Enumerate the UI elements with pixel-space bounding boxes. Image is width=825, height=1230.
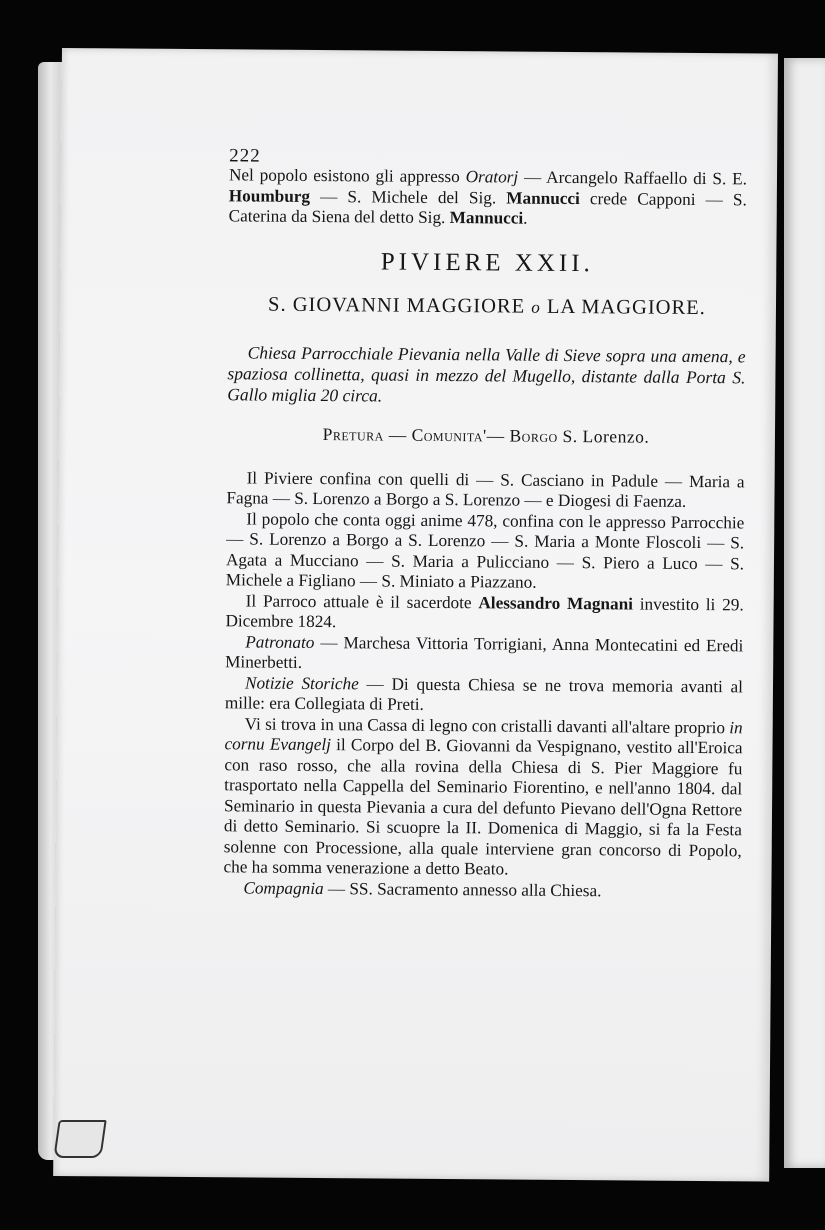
historical-notes-paragraph: Notizie Storiche — Di questa Chiesa se ne trova memoria avanti al mille: era Collegiata di Preti. (224, 672, 744, 714)
oratories-paragraph: Nel popolo esistono gli appresso Oratorj — Arcangelo Raffaello di S. E. Houmburg — S. Michele del Sig. Mannucci crede Capponi — S. Caterina da Siena del detto Sig. Mannucci. (228, 165, 748, 228)
relic-paragraph: Vi si trova in una Cassa di legno con cristalli davanti all'altare proprio in cornu Evangelj il Corpo del B. Giovanni da Vespignano, vestito all'Eroica con raso rosso, che alla rovina della Chiesa di S. Pier Maggiore fu trasportato nella Cappella del Seminario Fiorentino, e nell'anno 1804. dal Seminario in questa Pievania a cura del defunto Pievano dell'Ogna Rettore di detto Seminario. Si scuopre la II. Domenica di Maggio, si fa la Festa solenne con Processione, alla quale interviene gran concorso di Popolo, che ha somma venerazione a detto Beato. (223, 713, 743, 879)
patronage-paragraph: Patronato — Marchesa Vittoria Torrigiani, Anna Montecatini ed Eredi Minerbetti. (225, 631, 744, 672)
page-corner-tab (53, 1120, 106, 1158)
page-text (223, 145, 747, 902)
piviere-title: PIVIERE XXII. (380, 248, 594, 277)
population-paragraph: Il popolo che conta oggi anime 478, confina con le appresso Parrocchie — S. Lorenzo a Borgo a S. Lorenzo — S. Maria a Monte Floscoli — S. Agata a Mucciano — S. Maria a Pulicciano — S. Piero a Luco — S. Michele a Figliano — S. Miniato a Piazzano. (225, 508, 745, 592)
facing-page-edge (784, 58, 825, 1168)
parish-priest-paragraph: Il Parroco attuale è il sacerdote Alessandro Magnani investito li 29. Dicembre 1824. (225, 590, 744, 632)
borders-paragraph: Il Piviere confina con quelli di — S. Casciano in Padule — Maria a Fagna — S. Lorenzo a Borgo a S. Lorenzo — e Diogesi di Faenza. (226, 467, 745, 511)
confraternity-paragraph: Compagnia — SS. Sacramento annesso alla Chiesa. (243, 877, 602, 900)
church-description: Chiesa Parrocchiale Pievania nella Valle di Sieve sopra una amena, e spaziosa collinetta, quasi in mezzo del Mugello, distante dalla Porta S. Gallo miglia 20 circa. (227, 341, 746, 406)
page-number: 222 (229, 145, 261, 167)
parish-title: S. GIOVANNI MAGGIORE o LA MAGGIORE. (268, 293, 706, 319)
book-page (53, 48, 778, 1182)
administrative-line: Pretura — Comunita'— Borgo S. Lorenzo. (322, 423, 650, 447)
